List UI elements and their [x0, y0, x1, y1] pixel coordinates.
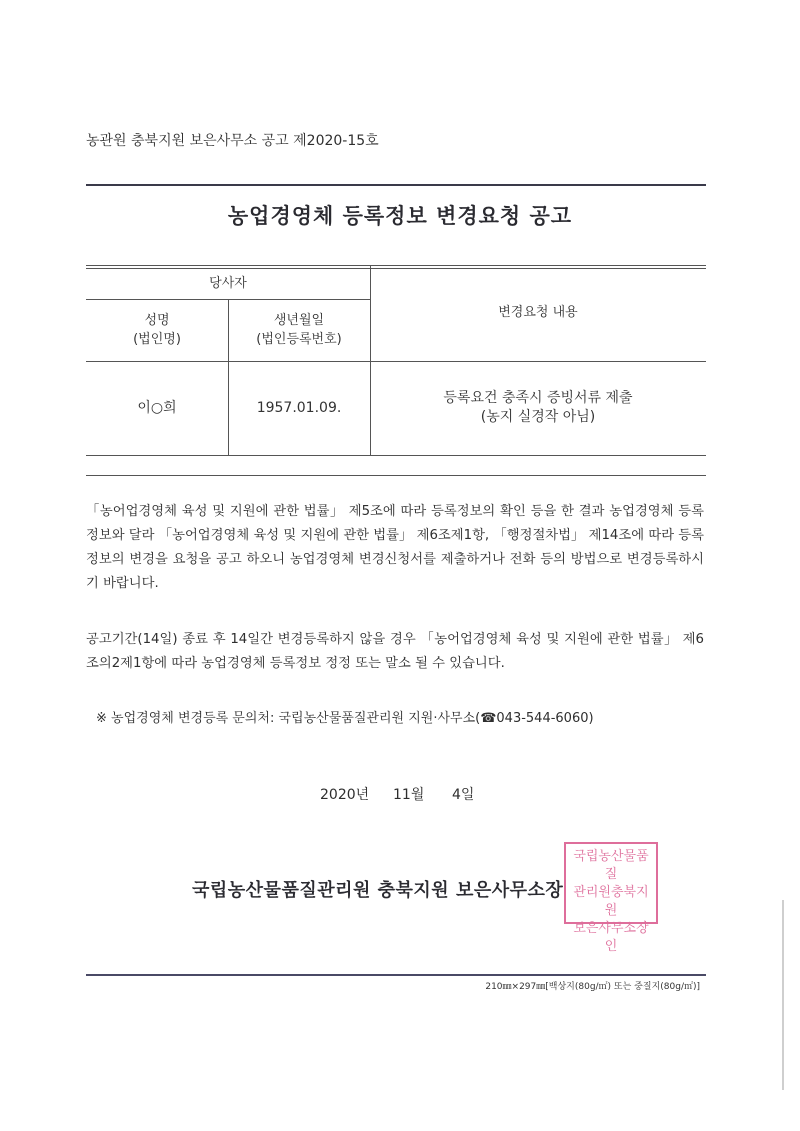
row-name: 이○희: [137, 400, 177, 416]
party-table: [86, 265, 706, 475]
notice-number: 농관원 충북지원 보은사무소 공고 제2020-15호: [86, 133, 379, 149]
table-border-top: [86, 265, 706, 266]
table-border-top-double: [86, 268, 706, 269]
table-border-bottom: [86, 455, 706, 456]
body-paragraph-2: 공고기간(14일) 종료 후 14일간 변경등록하지 않을 경우 「농어업경영체 육성 및 지원에 관한 법률」 제6조의2제1항에 따라 농업경영체 등록정보 정정 또는 말소 될 수 있습니다.: [86, 632, 704, 671]
date-year: 2020년: [320, 787, 370, 803]
official-seal: [564, 842, 658, 954]
scan-edge-mark: [782, 900, 784, 1090]
col-header-request: 변경요청 내용: [498, 305, 578, 320]
body-paragraph-1: 「농어업경영체 육성 및 지원에 관한 법률」 제5조에 따라 등록정보의 확인 등을 한 결과 농업경영체 등록정보와 달라 「농어업경영체 육성 및 지원에 관한 법률」 제6조제1항, 「행정절차법」 제14조에 따라 등록정보의 변경을 요청을 공고 하오니 농업경영체 변경신청서를 제출하거나 전화 등의 방법으로 변경등록하시기 바랍니다.: [86, 504, 704, 591]
seal-line-1: 국립농산물품질: [573, 849, 649, 882]
date-day: 4일: [452, 787, 475, 803]
group-header-party: 당사자: [209, 276, 247, 291]
col-header-name-line1: 성명: [144, 313, 170, 328]
col-header-birth: [228, 311, 370, 349]
notice-title: 농업경영체 등록정보 변경요청 공고: [227, 204, 573, 228]
date-month: 11월: [393, 787, 425, 803]
table-header-divider: [86, 361, 706, 362]
contact-info: ※ 농업경영체 변경등록 문의처: 국립농산물품질관리원 지원·사무소(☎043-544-6060): [96, 711, 594, 726]
bottom-rule: [86, 974, 706, 976]
table-border-bottom-double: [86, 475, 706, 476]
col-header-birth-line1: 생년월일: [273, 313, 325, 328]
top-rule: [86, 184, 706, 186]
seal-line-3: 보은사무소장인: [573, 921, 649, 954]
col-header-name-line2: (법인명): [133, 332, 181, 347]
row-request-line1: 등록요건 충족시 증빙서류 제출: [443, 390, 633, 406]
issuer-name: 국립농산물품질관리원 충북지원 보은사무소장: [192, 880, 564, 901]
row-request: [370, 389, 706, 427]
seal-line-2: 관리원충북지원: [573, 885, 649, 918]
col-header-birth-line2: (법인등록번호): [256, 332, 342, 347]
row-request-line2: (농지 실경작 아님): [480, 409, 596, 425]
row-birth: 1957.01.09.: [256, 400, 342, 416]
paper-spec: 210㎜×297㎜[백상지(80g/㎡) 또는 중질지(80g/㎡)]: [485, 982, 700, 992]
col-header-name: [86, 311, 228, 349]
